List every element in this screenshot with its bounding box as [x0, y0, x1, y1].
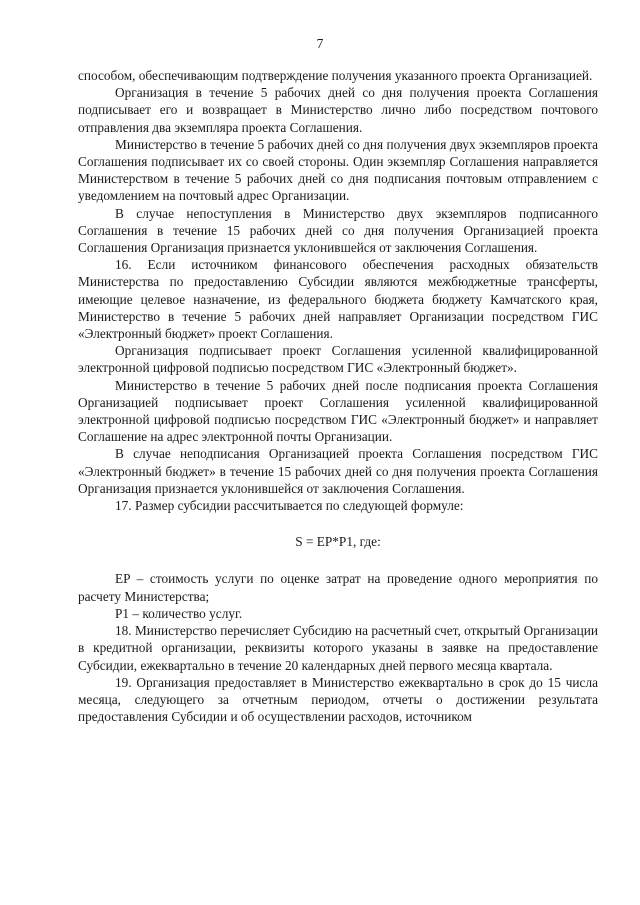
paragraph-2: Организация в течение 5 рабочих дней со дня получения проекта Соглашения подписывает его и возвращает в Министерство лично либо посредством почтового отправления два экземпляра проекта Соглашения. [78, 85, 598, 135]
page-number: 7 [316, 36, 324, 51]
formula-definition-ep: EP – стоимость услуги по оценке затрат на проведение одного мероприятия по расчету Министерства; [78, 571, 598, 604]
paragraph-clause-16: 16. Если источником финансового обеспечения расходных обязательств Министерства по предоставлению Субсидии являются межбюджетные трансферты, имеющие целевое назначение, из федерального бюджета бюджету Камчатского края, Министерство в течение 5 рабочих дней направляет Организации посредством ГИС «Электронный бюджет» проект Соглашения. [78, 257, 598, 342]
paragraph-clause-17: 17. Размер субсидии рассчитывается по следующей формуле: [115, 498, 464, 514]
subsidy-formula: S = EP*P1, где: [295, 534, 381, 550]
paragraph-1: способом, обеспечивающим подтверждение получения указанного проекта Организацией. [78, 68, 593, 83]
paragraph-6: Организация подписывает проект Соглашения усиленной квалифицированной электронной цифровой подписью посредством ГИС «Электронный бюджет». [78, 343, 598, 376]
document-body [78, 67, 598, 725]
paragraph-8: В случае неподписания Организацией проекта Соглашения посредством ГИС «Электронный бюджет» в течение 15 рабочих дней со дня получения проекта Соглашения Организация признается уклонившейся от заключения Соглашения. [78, 446, 598, 496]
formula-definition-p1: P1 – количество услуг. [115, 605, 243, 621]
paragraph-clause-18: 18. Министерство перечисляет Субсидию на расчетный счет, открытый Организации в кредитной организации, реквизиты которого указаны в заявке на предоставление Субсидии, ежеквартально в течение 20 календарных дней первого месяца квартала. [78, 623, 598, 673]
paragraph-7: Министерство в течение 5 рабочих дней после подписания проекта Соглашения Организацией подписывает проект Соглашения усиленной квалифицированной электронной цифровой подписью посредством ГИС «Электронный бюджет» и направляет Соглашение на адрес электронной почты Организации. [78, 377, 598, 445]
paragraph-3: Министерство в течение 5 рабочих дней со дня получения двух экземпляров проекта Соглашения подписывает их со своей стороны. Один экземпляр Соглашения направляется Министерством в течение 5 рабочих дней со дня подписания почтовым отправлением с уведомлением на почтовый адрес Организации. [78, 136, 598, 204]
paragraph-clause-19: 19. Организация предоставляет в Министерство ежеквартально в срок до 15 числа месяца, следующего за отчетным периодом, отчеты о достижении результата предоставления Субсидии и об осуществлении расходов, источником [78, 674, 598, 725]
paragraph-4: В случае непоступления в Министерство двух экземпляров подписанного Соглашения в течение 15 рабочих дней со дня получения Организацией проекта Соглашения Организация признается уклонившейся от заключения Соглашения. [78, 205, 598, 256]
